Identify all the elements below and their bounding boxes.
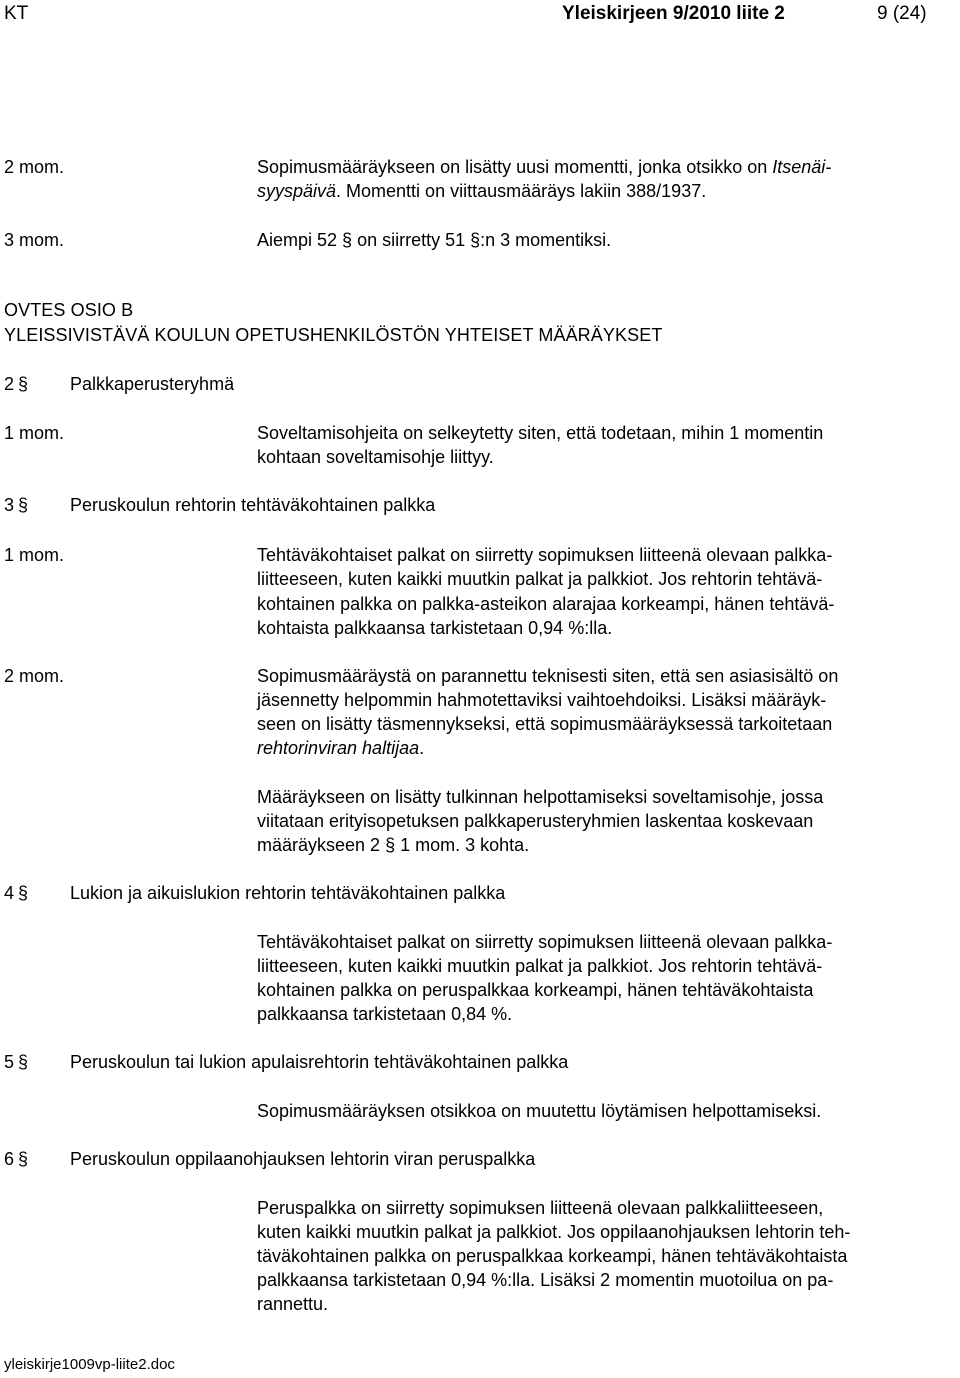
section-number: 3 bbox=[4, 495, 15, 515]
footer-filename: yleiskirje1009vp-liite2.doc bbox=[4, 1356, 175, 1373]
s3-mom2-italic-tail: . bbox=[419, 738, 425, 758]
block2-label: 3 mom. bbox=[4, 230, 65, 250]
s3-mom2-label: 2 mom. bbox=[4, 666, 65, 686]
section-title: Peruskoulun oppilaanohjauksen lehtorin viran peruspalkka bbox=[70, 1149, 536, 1169]
section-2-heading bbox=[4, 372, 234, 396]
section-5-heading bbox=[4, 1050, 568, 1074]
section-title: Peruskoulun tai lukion apulaisrehtorin tehtäväkohtainen palkka bbox=[70, 1052, 569, 1072]
block2-line bbox=[257, 228, 611, 252]
section-sign: § bbox=[18, 1149, 29, 1169]
block2-text-3: :n 3 momentiksi. bbox=[480, 230, 612, 250]
s6-body-line: palkkaansa tarkistetaan 0,94 %:lla. Lisäksi 2 momentin muotoilua on pa- bbox=[257, 1270, 834, 1290]
s3-extra-post: 1 mom. 3 kohta. bbox=[395, 835, 530, 855]
s4-body-line: palkkaansa tarkistetaan 0,84 %. bbox=[257, 1004, 513, 1024]
s3-mom1-line: kohtainen palkka on palkka-asteikon alarajaa korkeampi, hänen tehtävä- bbox=[257, 594, 835, 614]
s3-mom1-line: kohtaista palkkaansa tarkistetaan 0,94 %:lla. bbox=[257, 618, 613, 638]
s6-body-line: täväkohtainen palkka on peruspalkkaa korkeampi, hänen tehtäväkohtaista bbox=[257, 1246, 848, 1266]
section-number: 6 bbox=[4, 1149, 15, 1169]
section-sign: § bbox=[18, 883, 29, 903]
section-4-heading bbox=[4, 881, 505, 905]
s2-mom1-label: 1 mom. bbox=[4, 423, 65, 443]
s3-extra-line: Määräykseen on lisätty tulkinnan helpottamiseksi soveltamisohje, jossa bbox=[257, 787, 824, 807]
s3-extra-line: viitataan erityisopetuksen palkkaperusteryhmien laskentaa koskevaan bbox=[257, 811, 814, 831]
section-sign: § bbox=[470, 230, 481, 250]
header-left: KT bbox=[4, 3, 29, 24]
section-sign: § bbox=[18, 374, 29, 394]
s3-mom2-line: Sopimusmääräystä on parannettu teknisesti siten, että sen asiasisältö on bbox=[257, 666, 839, 686]
section-number: 4 bbox=[4, 883, 15, 903]
section-sign: § bbox=[18, 1052, 29, 1072]
block1-line1-italic: Itsenäi- bbox=[772, 157, 832, 177]
s3-mom2-line: jäsennetty helpommin hahmotettaviksi vaihtoehdoiksi. Lisäksi määräyk- bbox=[257, 690, 827, 710]
section-title: Lukion ja aikuislukion rehtorin tehtäväkohtainen palkka bbox=[70, 883, 506, 903]
s3-mom1-label: 1 mom. bbox=[4, 545, 65, 565]
section-sign: § bbox=[342, 230, 353, 250]
s4-body-line: kohtainen palkka on peruspalkkaa korkeampi, hänen tehtäväkohtaista bbox=[257, 980, 814, 1000]
section-6-heading bbox=[4, 1147, 535, 1171]
block1-line1 bbox=[257, 155, 831, 179]
s3-extra-pre: määräykseen 2 bbox=[257, 835, 386, 855]
s2-mom1-line: Soveltamisohjeita on selkeytetty siten, että todetaan, mihin 1 momentin bbox=[257, 423, 824, 443]
section-title: Palkkaperusteryhmä bbox=[70, 374, 235, 394]
block1-line1-text: Sopimusmääräykseen on lisätty uusi momentti, jonka otsikko on bbox=[257, 157, 773, 177]
s3-mom2-italic: rehtorinviran haltijaa bbox=[257, 738, 420, 758]
s3-mom1-line: Tehtäväkohtaiset palkat on siirretty sopimuksen liitteenä olevaan palkka- bbox=[257, 545, 833, 565]
s4-body-line: Tehtäväkohtaiset palkat on siirretty sopimuksen liitteenä olevaan palkka- bbox=[257, 932, 833, 952]
s2-mom1-line: kohtaan soveltamisohje liittyy. bbox=[257, 447, 494, 467]
s4-body-line: liitteeseen, kuten kaikki muutkin palkat ja palkkiot. Jos rehtorin tehtävä- bbox=[257, 956, 823, 976]
block2-text-2: on siirretty 51 bbox=[352, 230, 471, 250]
section-number: 5 bbox=[4, 1052, 15, 1072]
section-sign: § bbox=[18, 495, 29, 515]
s6-body-line: rannettu. bbox=[257, 1294, 329, 1314]
s3-mom1-line: liitteeseen, kuten kaikki muutkin palkat ja palkkiot. Jos rehtorin tehtävä- bbox=[257, 569, 823, 589]
s6-body-line: Peruspalkka on siirretty sopimuksen liitteenä olevaan palkkaliitteeseen, bbox=[257, 1198, 824, 1218]
heading-ovtes: OVTES OSIO B bbox=[4, 300, 134, 320]
s6-body-line: kuten kaikki muutkin palkat ja palkkiot. Jos oppilaanohjauksen lehtorin teh- bbox=[257, 1222, 851, 1242]
section-number: 2 bbox=[4, 374, 15, 394]
section-3-heading bbox=[4, 493, 435, 517]
s3-extra-last-line bbox=[257, 833, 529, 857]
block1-line2-italic: syyspäivä bbox=[257, 181, 337, 201]
s5-body-line: Sopimusmääräyksen otsikkoa on muutettu löytämisen helpottamiseksi. bbox=[257, 1101, 822, 1121]
s3-mom2-line: seen on lisätty täsmennykseksi, että sopimusmääräyksessä tarkoitetaan bbox=[257, 714, 833, 734]
block2-text-1: Aiempi 52 bbox=[257, 230, 343, 250]
block1-line2-text: . Momentti on viittausmääräys lakiin 388/1937. bbox=[336, 181, 707, 201]
heading-common-provisions: YLEISSIVISTÄVÄ KOULUN OPETUSHENKILÖSTÖN YHTEISET MÄÄRÄYKSET bbox=[4, 325, 663, 345]
block1-line2 bbox=[257, 179, 706, 203]
section-sign: § bbox=[385, 835, 396, 855]
header-title: Yleiskirjeen 9/2010 liite 2 bbox=[562, 3, 785, 24]
s3-mom2-italic-line bbox=[257, 736, 424, 760]
section-title: Peruskoulun rehtorin tehtäväkohtainen palkka bbox=[70, 495, 436, 515]
header-page-number: 9 (24) bbox=[877, 3, 927, 24]
block1-label: 2 mom. bbox=[4, 157, 65, 177]
